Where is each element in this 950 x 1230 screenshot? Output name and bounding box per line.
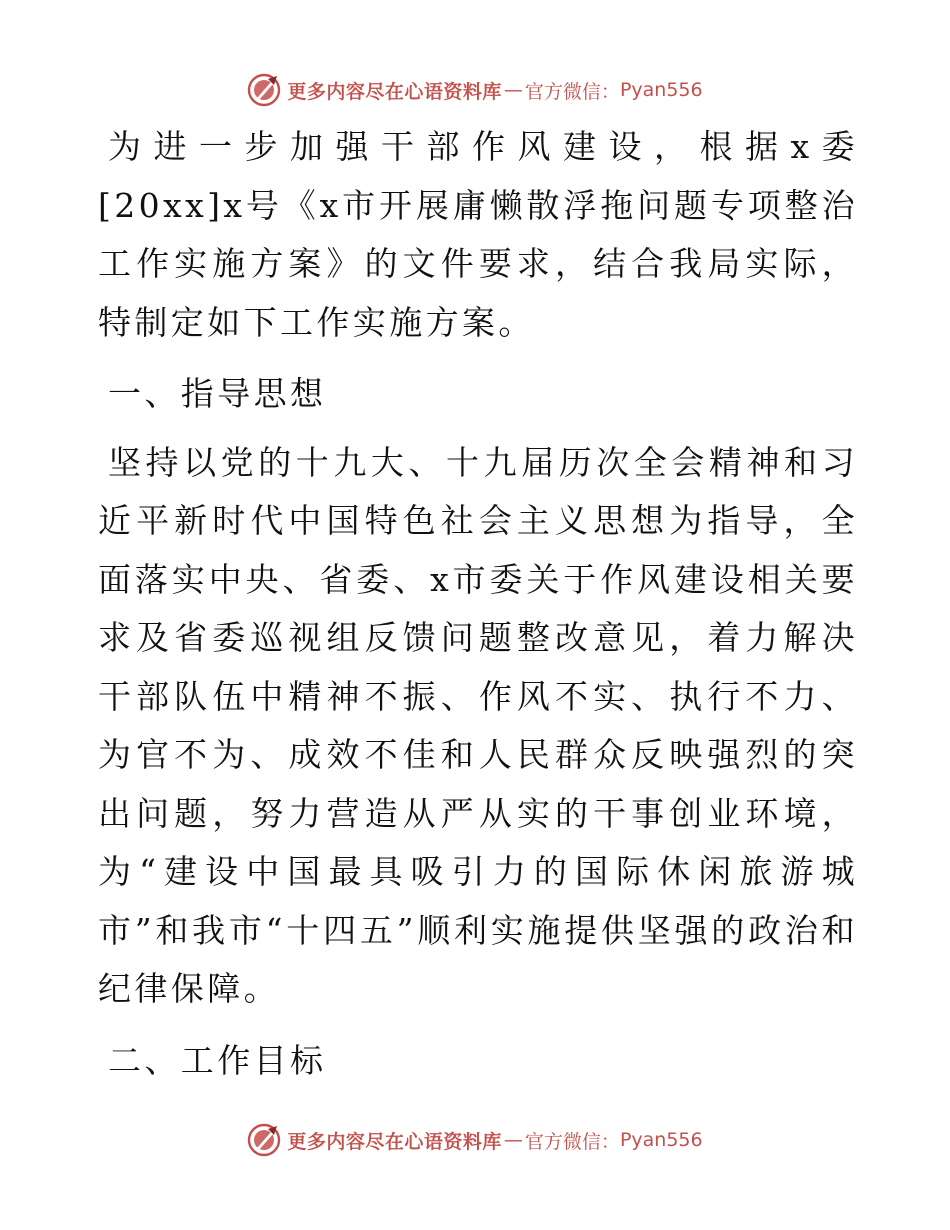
watermark-dash: — <box>503 79 523 101</box>
watermark-footer <box>0 1120 950 1160</box>
guiding-thought-paragraph: 坚持以党的十九大、十九届历次全会精神和习近平新时代中国特色社会主义思想为指导，全面落实中央、省委、x市委关于作风建设相关要求及省委巡视组反馈问题整改意见，着力解决干部队伍中精神不振、作风不实、执行不力、为官不为、成效不佳和人民群众反映强烈的突出问题，努力营造从严从实的干事创业环境，为“建设中国最具吸引力的国际休闲旅游城市”和我市“十四五”顺利实施提供坚强的政治和纪律保障。 <box>98 442 858 1008</box>
intro-paragraph: 为进一步加强干部作风建设，根据x委[20xx]x号《x市开展庸懒散浮拖问题专项整治工作实施方案》的文件要求，结合我局实际，特制定如下工作实施方案。 <box>98 127 858 342</box>
watermark-main-text: 更多内容尽在心语资料库 <box>287 1130 502 1153</box>
section-heading-guiding-thought: 一、指导思想 <box>108 374 327 413</box>
watermark-sub-text: 官方微信： <box>524 1130 620 1153</box>
watermark-dash: — <box>503 1129 523 1151</box>
quill-logo-icon <box>247 1123 281 1157</box>
watermark-header <box>0 70 950 110</box>
quill-logo-icon <box>247 73 281 107</box>
watermark-sub-text: 官方微信： <box>524 80 620 103</box>
section-heading-work-goal: 二、工作目标 <box>108 1040 327 1080</box>
watermark-wechat-id: Pyan556 <box>619 79 703 101</box>
watermark-wechat-id: Pyan556 <box>619 1129 703 1151</box>
watermark-main-text: 更多内容尽在心语资料库 <box>287 80 502 103</box>
document-body <box>98 118 858 1100</box>
